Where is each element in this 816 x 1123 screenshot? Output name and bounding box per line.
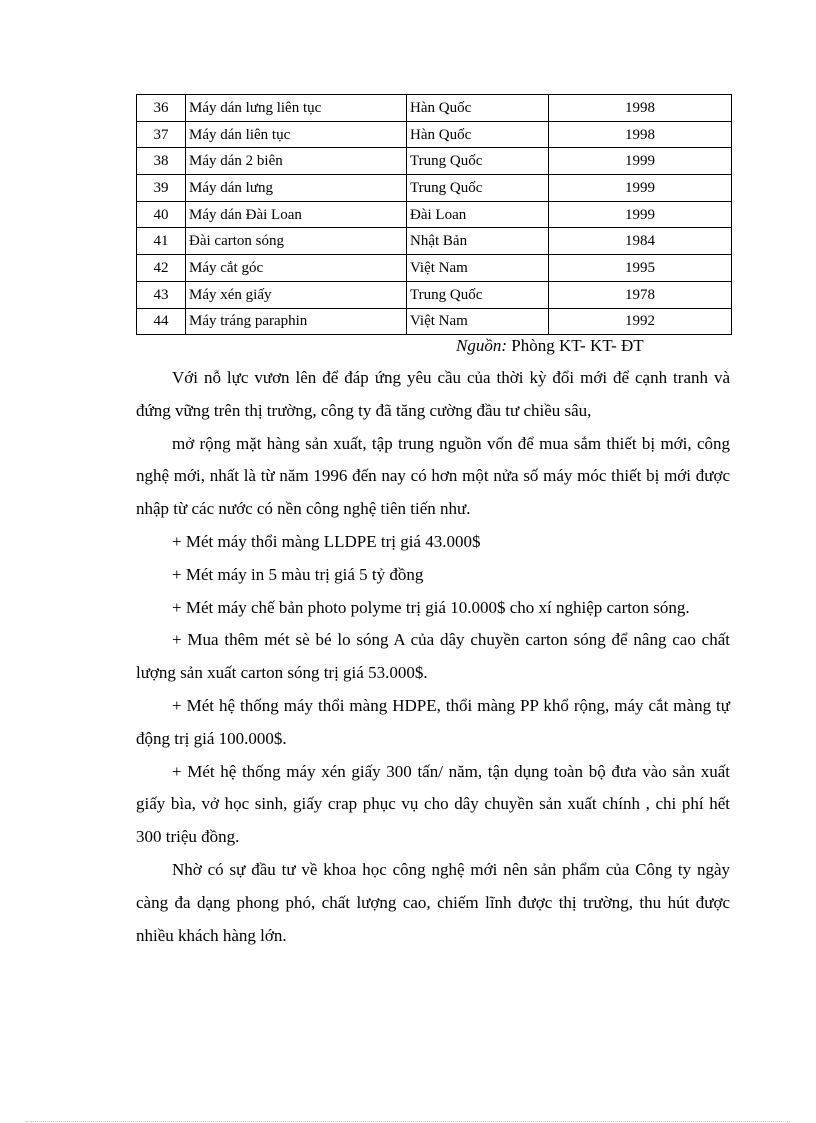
origin-country-cell: Trung Quốc bbox=[407, 281, 549, 308]
equipment-name-cell: Máy dán Đài Loan bbox=[186, 201, 407, 228]
import-year-cell: 1999 bbox=[549, 175, 732, 202]
import-year-cell: 1984 bbox=[549, 228, 732, 255]
equipment-name-cell: Máy xén giấy bbox=[186, 281, 407, 308]
paragraph: + Mét máy thổi màng LLDPE trị giá 43.000$ bbox=[172, 531, 481, 551]
source-text: Phòng KT- KT- ĐT bbox=[507, 336, 644, 355]
import-year-cell: 1992 bbox=[549, 308, 732, 335]
paragraph: + Mét máy chế bản photo polyme trị giá 10.000$ cho xí nghiệp carton sóng. bbox=[172, 597, 690, 617]
import-year-cell: 1995 bbox=[549, 255, 732, 282]
origin-country-cell: Việt Nam bbox=[407, 255, 549, 282]
table-row bbox=[137, 281, 732, 308]
import-year-cell: 1978 bbox=[549, 281, 732, 308]
table-row bbox=[137, 255, 732, 282]
equipment-name-cell: Máy dán lưng bbox=[186, 175, 407, 202]
page-bottom-rule bbox=[26, 1121, 790, 1122]
import-year-cell: 1998 bbox=[549, 121, 732, 148]
source-label: Nguồn: bbox=[456, 336, 507, 355]
table-row bbox=[137, 175, 732, 202]
origin-country-cell: Trung Quốc bbox=[407, 148, 549, 175]
table-row bbox=[137, 148, 732, 175]
table-row bbox=[137, 228, 732, 255]
table-row bbox=[137, 201, 732, 228]
table-row bbox=[137, 95, 732, 122]
origin-country-cell: Trung Quốc bbox=[407, 175, 549, 202]
import-year-cell: 1999 bbox=[549, 148, 732, 175]
paragraph: + Mét hệ thống máy xén giấy 300 tấn/ năm, tận dụng toàn bộ đưa vào sản xuất giấy bìa, vở học sinh, giấy crap phục vụ cho dây chuyền sản xuất chính , chi phí hết 300 triệu đồng. bbox=[136, 761, 730, 847]
row-number-cell: 39 bbox=[137, 175, 186, 202]
origin-country-cell: Nhật Bản bbox=[407, 228, 549, 255]
origin-country-cell: Hàn Quốc bbox=[407, 121, 549, 148]
row-number-cell: 38 bbox=[137, 148, 186, 175]
paragraph: mở rộng mặt hàng sản xuất, tập trung nguồn vốn để mua sắm thiết bị mới, công nghệ mới, nhất là từ năm 1996 đến nay có hơn một nửa số máy móc thiết bị mới được nhập từ các nước có nền công nghệ tiên tiến như. bbox=[136, 433, 730, 519]
equipment-name-cell: Máy cắt góc bbox=[186, 255, 407, 282]
equipment-name-cell: Máy dán lưng liên tục bbox=[186, 95, 407, 122]
origin-country-cell: Hàn Quốc bbox=[407, 95, 549, 122]
source-note bbox=[456, 334, 644, 358]
table-row bbox=[137, 308, 732, 335]
row-number-cell: 43 bbox=[137, 281, 186, 308]
import-year-cell: 1999 bbox=[549, 201, 732, 228]
row-number-cell: 37 bbox=[137, 121, 186, 148]
paragraph: + Mét hệ thống máy thổi màng HDPE, thổi màng PP khổ rộng, máy cắt màng tự động trị giá 100.000$. bbox=[136, 695, 730, 748]
table-row bbox=[137, 121, 732, 148]
equipment-table-body bbox=[137, 95, 732, 335]
equipment-name-cell: Máy dán 2 biên bbox=[186, 148, 407, 175]
paragraph: + Mua thêm mét sè bé lo sóng A của dây chuyền carton sóng để nâng cao chất lượng sản xuất carton sóng trị giá 53.000$. bbox=[136, 630, 730, 683]
origin-country-cell: Việt Nam bbox=[407, 308, 549, 335]
row-number-cell: 36 bbox=[137, 95, 186, 122]
equipment-name-cell: Máy dán liên tục bbox=[186, 121, 407, 148]
equipment-name-cell: Đài carton sóng bbox=[186, 228, 407, 255]
body-text bbox=[136, 362, 730, 952]
origin-country-cell: Đài Loan bbox=[407, 201, 549, 228]
paragraph: Với nỗ lực vươn lên để đáp ứng yêu cầu của thời kỳ đổi mới để cạnh tranh và đứng vững trên thị trường, công ty đã tăng cường đầu tư chiều sâu, bbox=[136, 368, 730, 420]
row-number-cell: 42 bbox=[137, 255, 186, 282]
row-number-cell: 40 bbox=[137, 201, 186, 228]
paragraph: + Mét máy in 5 màu trị giá 5 tỷ đồng bbox=[172, 564, 424, 584]
import-year-cell: 1998 bbox=[549, 95, 732, 122]
row-number-cell: 41 bbox=[137, 228, 186, 255]
equipment-name-cell: Máy tráng paraphin bbox=[186, 308, 407, 335]
row-number-cell: 44 bbox=[137, 308, 186, 335]
equipment-table bbox=[136, 94, 732, 335]
paragraph: Nhờ có sự đầu tư về khoa học công nghệ mới nên sản phẩm của Công ty ngày càng đa dạng phong phó, chất lượng cao, chiếm lĩnh được thị trường, thu hút được nhiều khách hàng lớn. bbox=[136, 859, 730, 945]
